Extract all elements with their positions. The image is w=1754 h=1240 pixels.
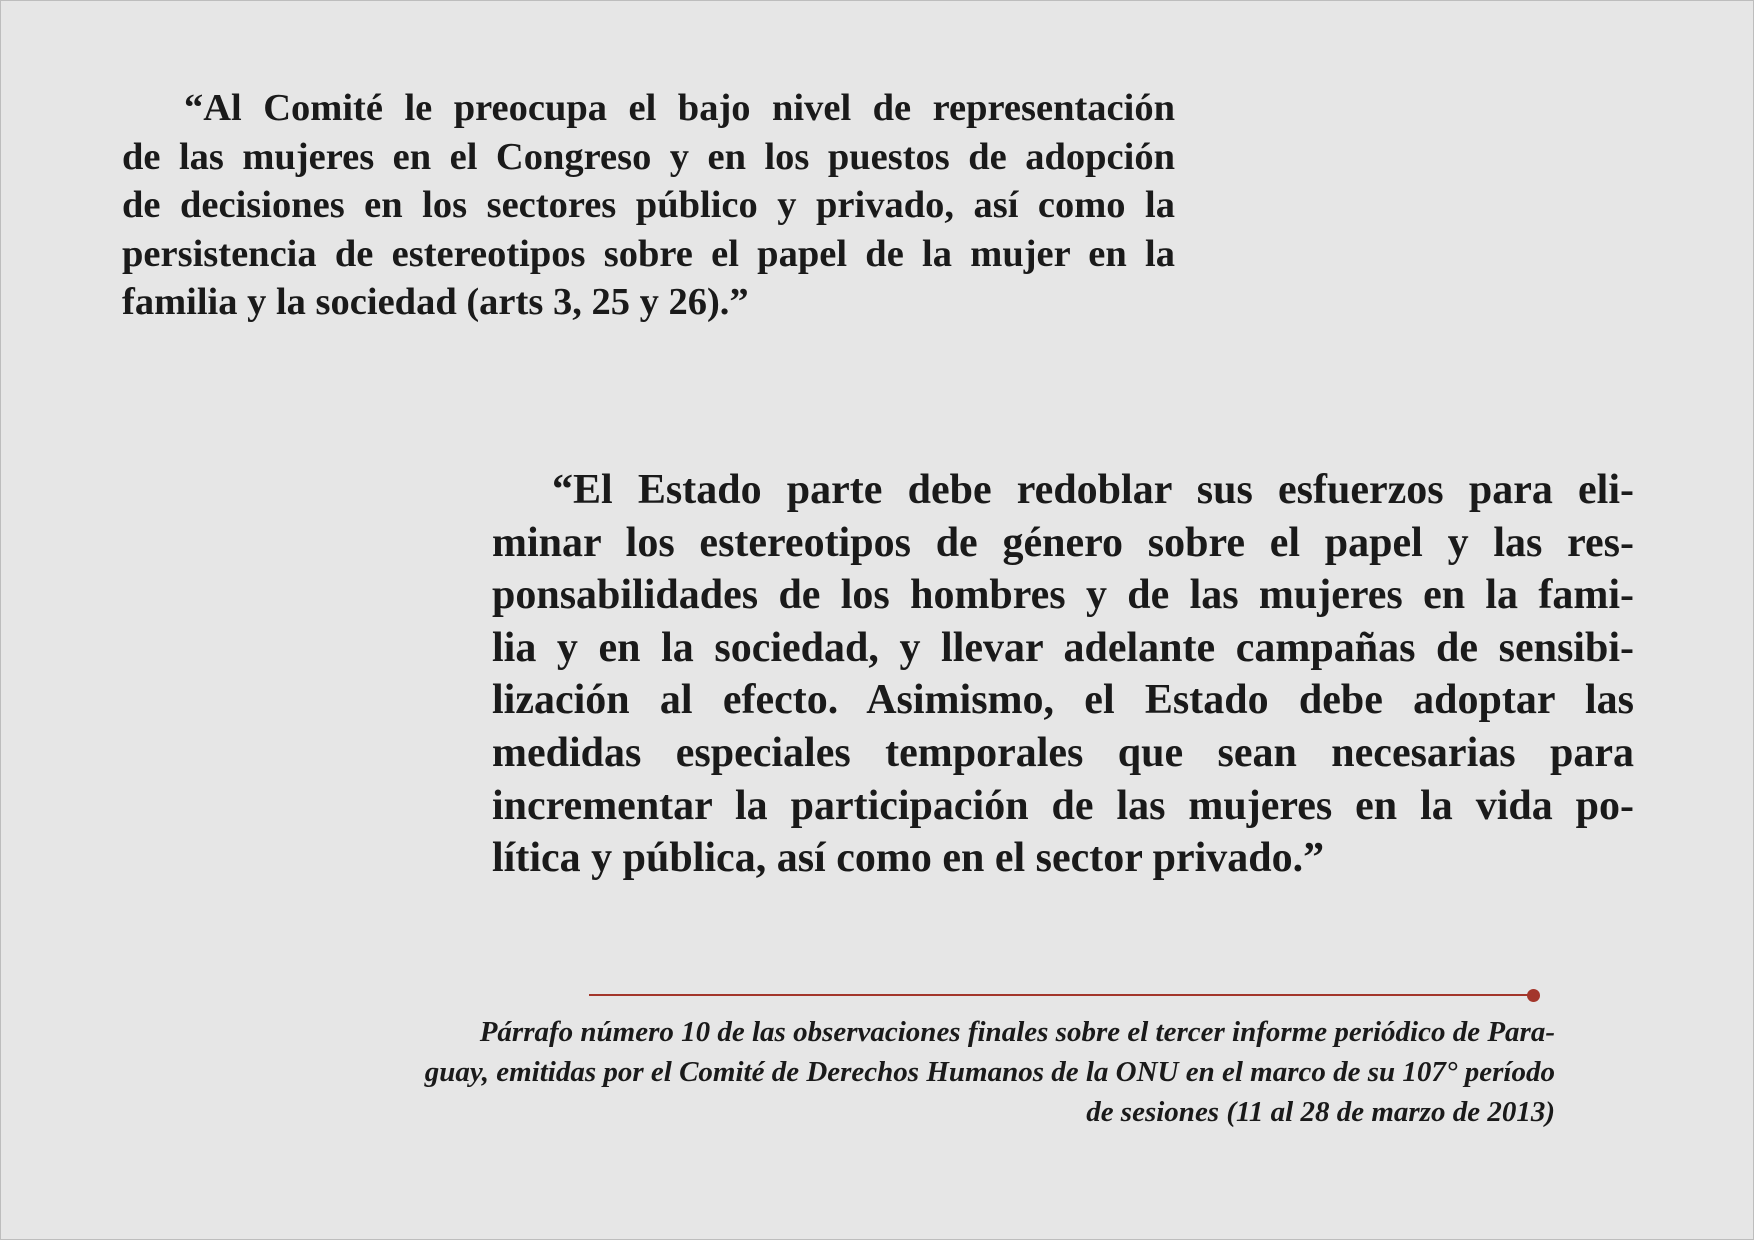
quote-line: “Al Comité le preocupa el bajo nivel de representación	[184, 87, 1175, 129]
quote-line: lítica y pública, así como en el sector privado.”	[492, 835, 1325, 882]
quote-line: familia y la sociedad (arts 3, 25 y 26).”	[122, 281, 749, 323]
quote-line: lia y en la sociedad, y llevar adelante campañas de sensibi-	[492, 624, 1634, 671]
quote-line: minar los estereotipos de género sobre el papel y las res-	[492, 519, 1634, 566]
quote-line: medidas especiales temporales que sean necesarias para	[492, 729, 1634, 776]
quote-line: “El Estado parte debe redoblar sus esfuerzos para eli-	[552, 467, 1634, 513]
quote-line: incrementar la participación de las mujeres en la vida po-	[492, 782, 1634, 829]
quote-line: persistencia de estereotipos sobre el papel de la mujer en la	[122, 232, 1175, 275]
accent-divider	[589, 994, 1533, 996]
citation-line: de sesiones (11 al 28 de marzo de 2013)	[1086, 1096, 1555, 1128]
divider-dot-icon	[1527, 989, 1540, 1002]
state-recommendation-quote	[492, 464, 1634, 885]
quote-line: ponsabilidades de los hombres y de las mujeres en la fami-	[492, 572, 1634, 619]
quote-line: lización al efecto. Asimismo, el Estado debe adoptar las	[492, 677, 1634, 724]
citation-line: guay, emitidas por el Comité de Derechos Humanos de la ONU en el marco de su 107° período	[424, 1056, 1555, 1088]
quote-line: de las mujeres en el Congreso y en los puestos de adopción	[122, 135, 1175, 178]
quote-line: de decisiones en los sectores público y privado, así como la	[122, 184, 1175, 226]
source-citation	[235, 1012, 1555, 1132]
citation-line: Párrafo número 10 de las observaciones finales sobre el tercer informe periódico de Para-	[479, 1016, 1555, 1048]
committee-concern-quote	[122, 84, 1175, 327]
